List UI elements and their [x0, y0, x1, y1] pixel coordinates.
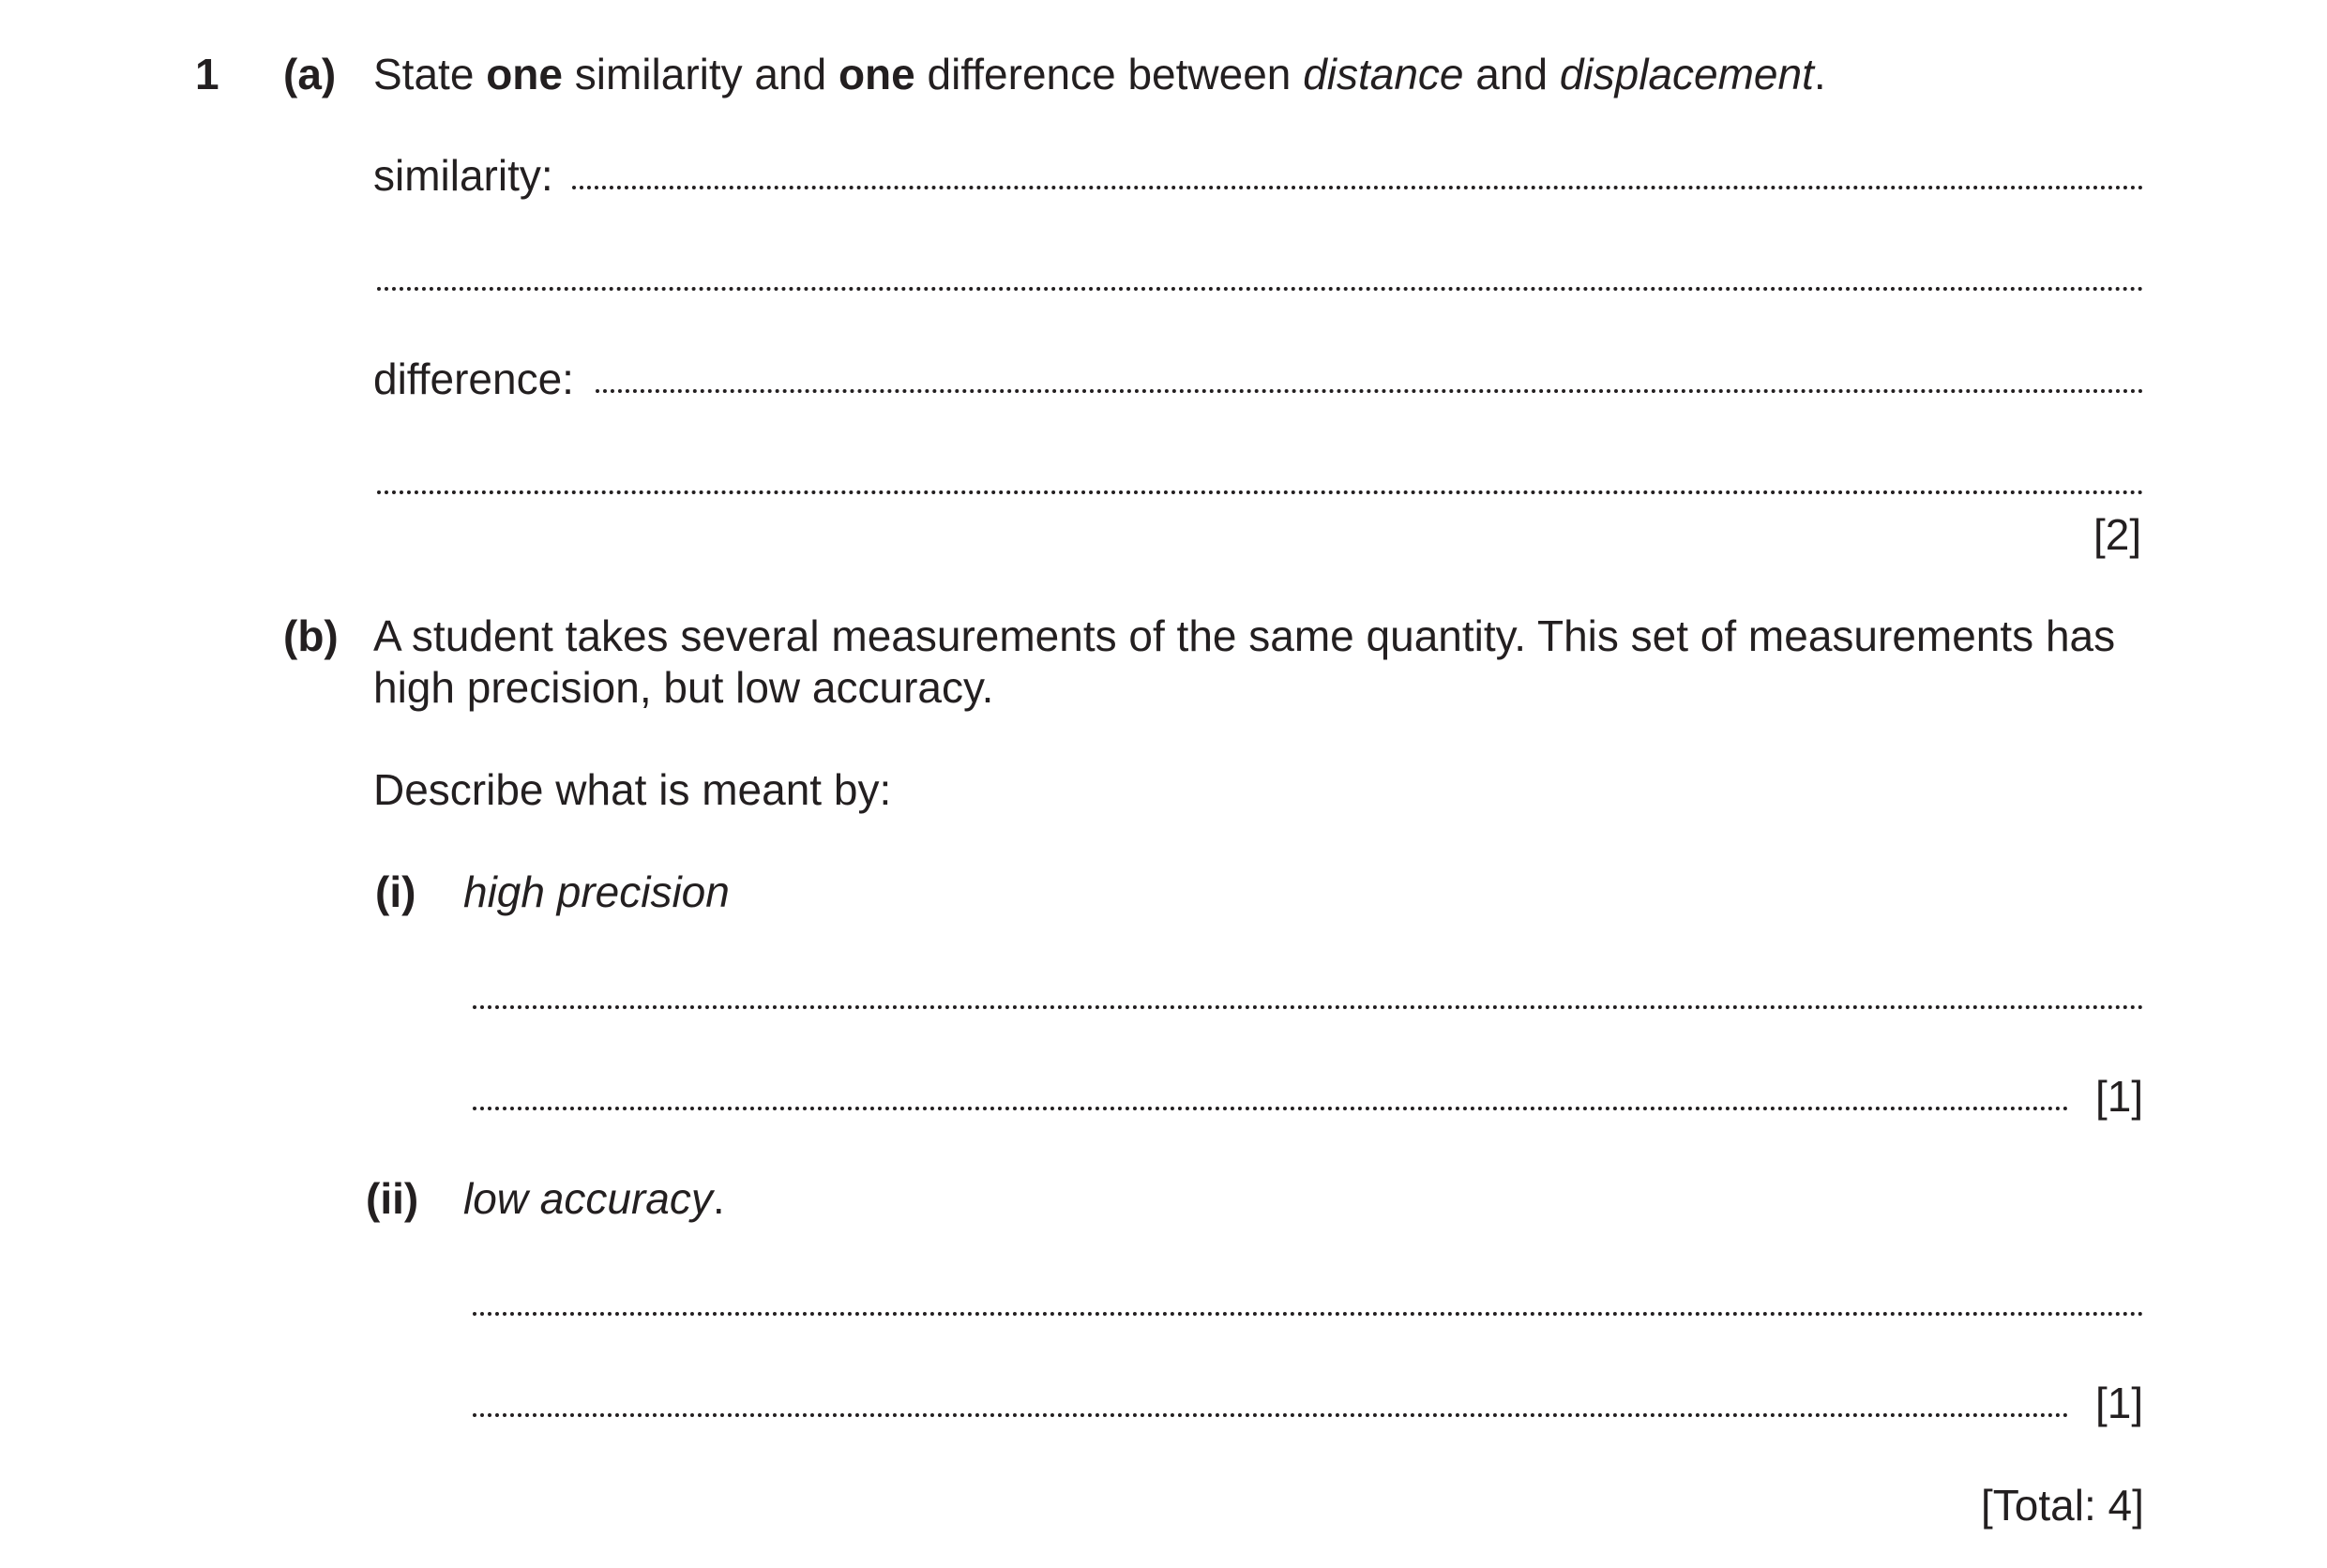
part-b-stem-line-2: high precision, but low accuracy.: [373, 663, 994, 712]
stem-text: difference between: [914, 50, 1304, 98]
part-b-label: (b): [283, 611, 339, 660]
sub-i-marks: [1]: [2095, 1072, 2144, 1121]
similarity-answer-line-2[interactable]: [377, 287, 2144, 291]
stem-term-displacement: displacement: [1559, 50, 1814, 98]
stem-text: State: [373, 50, 487, 98]
difference-answer-line-2[interactable]: [377, 490, 2144, 494]
difference-answer-line-1[interactable]: [596, 389, 2144, 393]
total-marks: [Total: 4]: [1981, 1481, 2144, 1530]
sub-i-term: high precision: [463, 867, 730, 916]
stem-term-distance: distance: [1303, 50, 1464, 98]
part-a-marks: [2]: [2093, 510, 2142, 559]
sub-i-label: (i): [375, 867, 416, 916]
similarity-label: similarity:: [373, 151, 553, 200]
sub-ii-answer-line-1[interactable]: [473, 1312, 2144, 1316]
stem-bold-one: one: [838, 50, 915, 98]
stem-text: .: [1813, 50, 1826, 98]
stem-text: similarity and: [562, 50, 839, 98]
sub-ii-label: (ii): [366, 1174, 419, 1223]
part-b-stem-line-1: A student takes several measurements of the same quantity. This set of measurements has: [373, 611, 2116, 660]
stem-bold-one: one: [486, 50, 563, 98]
sub-ii-answer-line-2[interactable]: [473, 1413, 2069, 1417]
question-number: 1: [195, 50, 219, 98]
part-a-label: (a): [283, 50, 337, 98]
sub-i-answer-line-1[interactable]: [473, 1005, 2144, 1009]
similarity-answer-line-1[interactable]: [572, 186, 2144, 189]
sub-i-answer-line-2[interactable]: [473, 1107, 2069, 1110]
sub-ii-marks: [1]: [2095, 1379, 2144, 1427]
sub-ii-term-trail: .: [712, 1174, 725, 1223]
part-a-stem: [373, 50, 1826, 98]
difference-label: difference:: [373, 354, 574, 403]
sub-ii-term-text: low accuracy: [463, 1174, 713, 1223]
stem-text: and: [1463, 50, 1560, 98]
part-b-describe: Describe what is meant by:: [373, 765, 892, 814]
sub-ii-term: [463, 1174, 725, 1223]
